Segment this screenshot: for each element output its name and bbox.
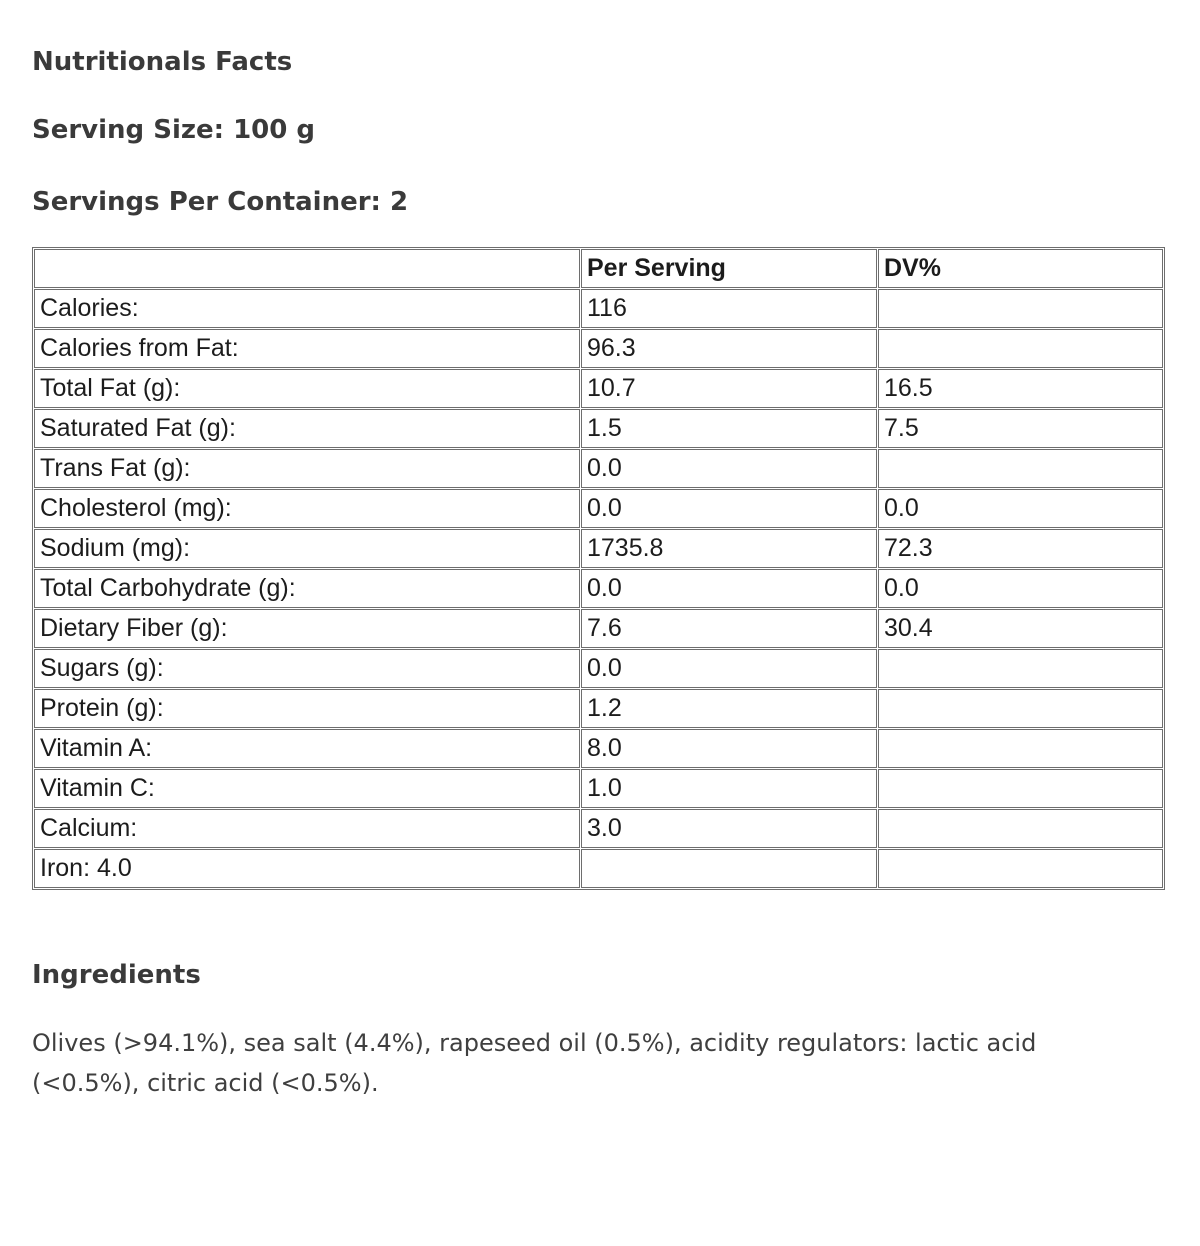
table-row xyxy=(34,689,1163,728)
dv-value xyxy=(878,649,1163,688)
dv-value xyxy=(878,449,1163,488)
table-row xyxy=(34,649,1163,688)
dv-value xyxy=(878,289,1163,328)
column-header-per-serving: Per Serving xyxy=(581,249,877,288)
row-label: Vitamin A: xyxy=(34,729,580,768)
row-label: Trans Fat (g): xyxy=(34,449,580,488)
per-serving-value: 0.0 xyxy=(581,569,877,608)
dv-value: 30.4 xyxy=(878,609,1163,648)
dv-value: 16.5 xyxy=(878,369,1163,408)
row-label: Sodium (mg): xyxy=(34,529,580,568)
row-label: Calories from Fat: xyxy=(34,329,580,368)
row-label: Vitamin C: xyxy=(34,769,580,808)
table-row xyxy=(34,409,1163,448)
serving-size-text: Serving Size: 100 g xyxy=(32,115,316,145)
per-serving-value: 0.0 xyxy=(581,449,877,488)
table-row xyxy=(34,809,1163,848)
ingredients-text-line-1: Olives (>94.1%), sea salt (4.4%), rapeseed oil (0.5%), acidity regulators: lactic acid xyxy=(32,1029,1037,1057)
per-serving-value: 1.0 xyxy=(581,769,877,808)
servings-per-container-text: Servings Per Container: 2 xyxy=(32,187,409,217)
table-row xyxy=(34,569,1163,608)
per-serving-value: 0.0 xyxy=(581,649,877,688)
per-serving-value: 1.2 xyxy=(581,689,877,728)
dv-value xyxy=(878,689,1163,728)
per-serving-value: 8.0 xyxy=(581,729,877,768)
table-row xyxy=(34,329,1163,368)
row-label: Protein (g): xyxy=(34,689,580,728)
dv-value: 0.0 xyxy=(878,569,1163,608)
table-row xyxy=(34,369,1163,408)
per-serving-value xyxy=(581,849,877,888)
table-row xyxy=(34,489,1163,528)
per-serving-value: 7.6 xyxy=(581,609,877,648)
per-serving-value: 116 xyxy=(581,289,877,328)
per-serving-value: 1735.8 xyxy=(581,529,877,568)
table-header-row xyxy=(34,249,1163,288)
dv-value: 7.5 xyxy=(878,409,1163,448)
per-serving-value: 0.0 xyxy=(581,489,877,528)
row-label: Saturated Fat (g): xyxy=(34,409,580,448)
row-label: Iron: 4.0 xyxy=(34,849,580,888)
column-header-dv: DV% xyxy=(878,249,1163,288)
ingredients-text-line-2: (<0.5%), citric acid (<0.5%). xyxy=(32,1069,379,1097)
row-label: Calcium: xyxy=(34,809,580,848)
dv-value xyxy=(878,849,1163,888)
row-label: Sugars (g): xyxy=(34,649,580,688)
per-serving-value: 10.7 xyxy=(581,369,877,408)
column-header-blank xyxy=(34,249,580,288)
table-row xyxy=(34,769,1163,808)
row-label: Dietary Fiber (g): xyxy=(34,609,580,648)
table-row xyxy=(34,449,1163,488)
table-row xyxy=(34,289,1163,328)
per-serving-value: 3.0 xyxy=(581,809,877,848)
row-label: Calories: xyxy=(34,289,580,328)
ingredients-text xyxy=(32,1023,1200,1103)
dv-value xyxy=(878,329,1163,368)
dv-value: 72.3 xyxy=(878,529,1163,568)
table-row xyxy=(34,729,1163,768)
table-row xyxy=(34,609,1163,648)
per-serving-value: 96.3 xyxy=(581,329,877,368)
ingredients-heading: Ingredients xyxy=(32,960,201,990)
dv-value xyxy=(878,769,1163,808)
dv-value: 0.0 xyxy=(878,489,1163,528)
dv-value xyxy=(878,729,1163,768)
row-label: Cholesterol (mg): xyxy=(34,489,580,528)
row-label: Total Carbohydrate (g): xyxy=(34,569,580,608)
page-title: Nutritionals Facts xyxy=(32,47,293,77)
table-row xyxy=(34,529,1163,568)
per-serving-value: 1.5 xyxy=(581,409,877,448)
table-row xyxy=(34,849,1163,888)
nutrition-facts-table xyxy=(32,247,1165,890)
row-label: Total Fat (g): xyxy=(34,369,580,408)
dv-value xyxy=(878,809,1163,848)
